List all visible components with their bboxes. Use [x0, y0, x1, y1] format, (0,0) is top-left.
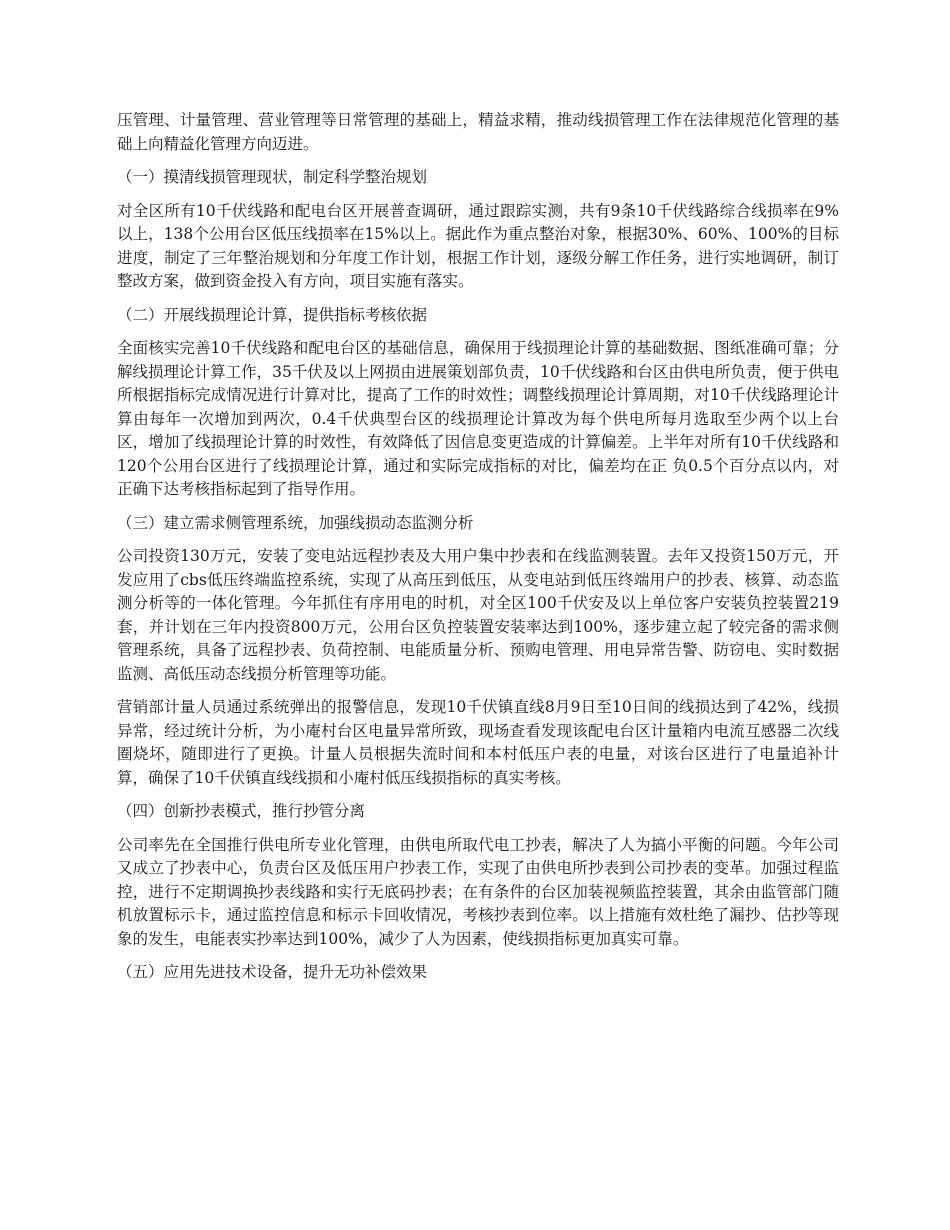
paragraph-section-2: 全面核实完善10千伏线路和配电台区的基础信息，确保用于线损理论计算的基础数据、图纸准确可靠；分解线损理论计算工作，35千伏及以上网损由进展策划部负责，10千伏线路和台区由供电所负责，便于供电所根据指标完成情况进行计算对比，提高了工作的时效性；调整线损理论计算周期，对10千伏线路理论计算由每年一次增加到两次，0.4千伏典型台区的线损理论计算改为每个供电所每月选取至少两个以上台区，增加了线损理论计算的时效性，有效降低了因信息变更造成的计算偏差。上半年对所有10千伏线路和120个公用台区进行了线损理论计算，通过和实际完成指标的对比，偏差均在正 负0.5个百分点以内，对正确下达考核指标起到了指导作用。 — [117, 339, 839, 498]
paragraph-section-1: 对全区所有10千伏线路和配电台区开展普查调研，通过跟踪实测，共有9条10千伏线路综合线损率在9%以上，138个公用台区低压线损率在15%以上。据此作为重点整治对象，根据30%、60%、100%的目标进度，制定了三年整治规划和分年度工作计划，根据工作计划，逐级分解工作任务，进行实地调研，制订整改方案，做到资金投入有方向，项目实施有落实。 — [117, 201, 839, 290]
paragraph-section-4: 公司率先在全国推行供电所专业化管理，由供电所取代电工抄表，解决了人为搞小平衡的问题。今年公司又成立了抄表中心，负责台区及低压用户抄表工作，实现了由供电所抄表到公司抄表的变革。加强过程监控，进行不定期调换抄表线路和实行无底码抄表；在有条件的台区加装视频监控装置，其余由监管部门随机放置标示卡，通过监控信息和标示卡回收情况，考核抄表到位率。以上措施有效杜绝了漏抄、估抄等现象的发生，电能表实抄率达到100%，减少了人为因素，使线损指标更加真实可靠。 — [117, 835, 839, 948]
section-heading-1: （一）摸清线损管理现状，制定科学整治规划 — [117, 168, 428, 186]
section-heading-5: （五）应用先进技术设备，提升无功补偿效果 — [117, 963, 428, 981]
section-heading-4: （四）创新抄表模式，推行抄管分离 — [117, 802, 366, 820]
paragraph-intro: 压管理、计量管理、营业管理等日常管理的基础上，精益求精，推动线损管理工作在法律规范化管理的基础上向精益化管理方向迈进。 — [117, 111, 839, 153]
paragraph-section-3-case: 营销部计量人员通过系统弹出的报警信息，发现10千伏镇直线8月9日至10日间的线损达到了42%，线损异常，经过统计分析，为小庵村台区电量异常所致，现场查看发现该配电台区计量箱内电流互感器二次线圈烧坏，随即进行了更换。计量人员根据失流时间和本村低压户表的电量，对该台区进行了电量追补计算，确保了10千伏镇直线线损和小庵村低压线损指标的真实考核。 — [117, 698, 839, 787]
document-page — [117, 109, 839, 995]
section-heading-2: （二）开展线损理论计算，提供指标考核依据 — [117, 305, 428, 324]
paragraph-section-3: 公司投资130万元，安装了变电站远程抄表及大用户集中抄表和在线监测装置。去年又投资150万元，开发应用了cbs低压终端监控系统，实现了从高压到低压，从变电站到低压终端用户的抄表、核算、动态监测分析等的一体化管理。今年抓住有序用电的时机，对全区100千伏安及以上单位客户安装负控装置219套，并计划在三年内投资800万元，公用台区负控装置安装率达到100%，逐步建立起了较完备的需求侧管理系统，具备了远程抄表、负荷控制、电能质量分析、预购电管理、用电异常告警、防窃电、实时数据监测、高低压动态线损分析管理等功能。 — [117, 547, 839, 683]
section-heading-3: （三）建立需求侧管理系统，加强线损动态监测分析 — [117, 513, 474, 532]
